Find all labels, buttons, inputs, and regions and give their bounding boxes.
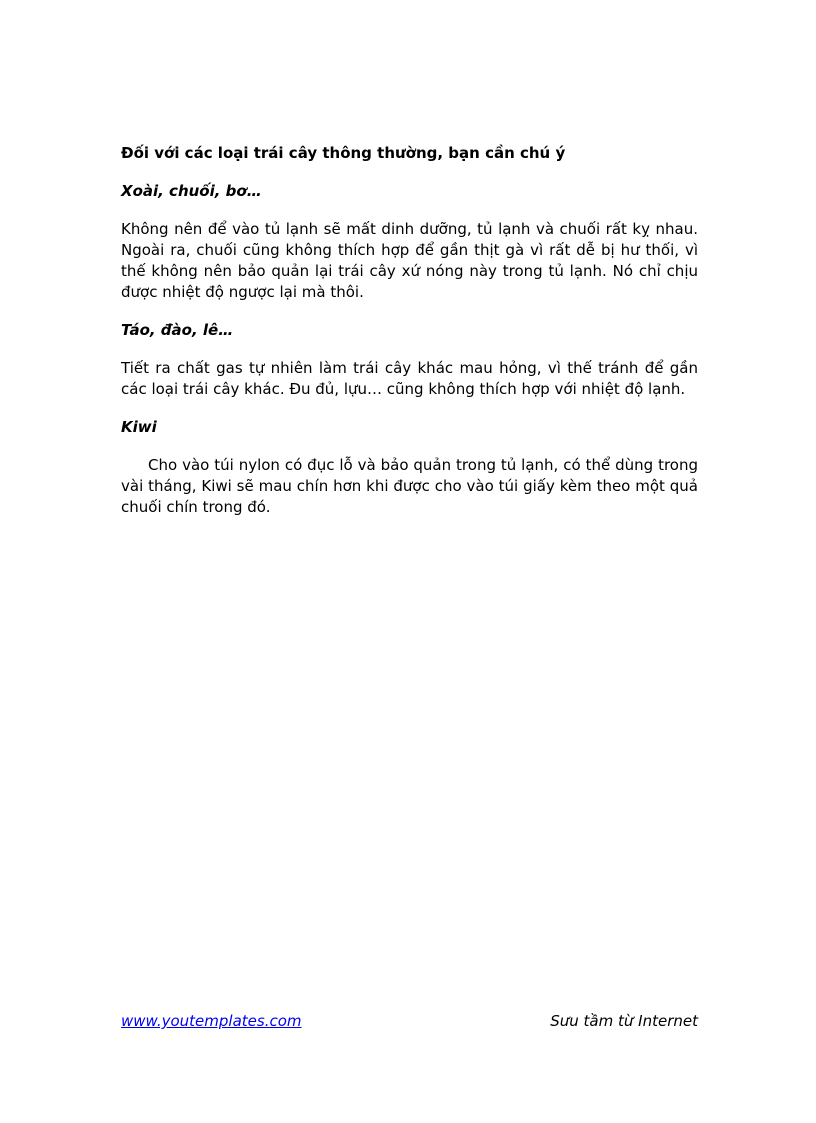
section-text-kiwi: Cho vào túi nylon có đục lỗ và bảo quản trong tủ lạnh, có thể dùng trong vài tháng, Kiwi sẽ mau chín hơn khi được cho vào túi giấy kèm theo một quả chuối chín trong đó. [121,456,698,516]
section-text-mango-banana-avocado: Không nên để vào tủ lạnh sẽ mất dinh dưỡng, tủ lạnh và chuối rất kỵ nhau. Ngoài ra, chuối cũng không thích hợp để gần thịt gà vì rất dễ bị hư thối, vì thế không nên bảo quản lại trái cây xứ nóng này trong tủ lạnh. Nó chỉ chịu được nhiệt độ ngược lại mà thôi. [121,220,698,301]
page-footer [121,1011,698,1031]
section-title-kiwi: Kiwi [121,418,157,436]
section-title-mango-banana-avocado: Xoài, chuối, bơ… [121,182,262,200]
section-title-apple-peach-pear: Táo, đào, lê… [121,321,234,339]
footer-source-note: Sưu tầm từ Internet [550,1012,698,1030]
footer-website-link[interactable]: www.youtemplates.com [121,1012,302,1030]
section-text-apple-peach-pear: Tiết ra chất gas tự nhiên làm trái cây khác mau hỏng, vì thế tránh để gần các loại trái cây khác. Đu đủ, lựu… cũng không thích hợp với nhiệt độ lạnh. [121,359,698,398]
document-body [121,143,698,535]
document-heading: Đối với các loại trái cây thông thường, bạn cần chú ý [121,144,566,162]
